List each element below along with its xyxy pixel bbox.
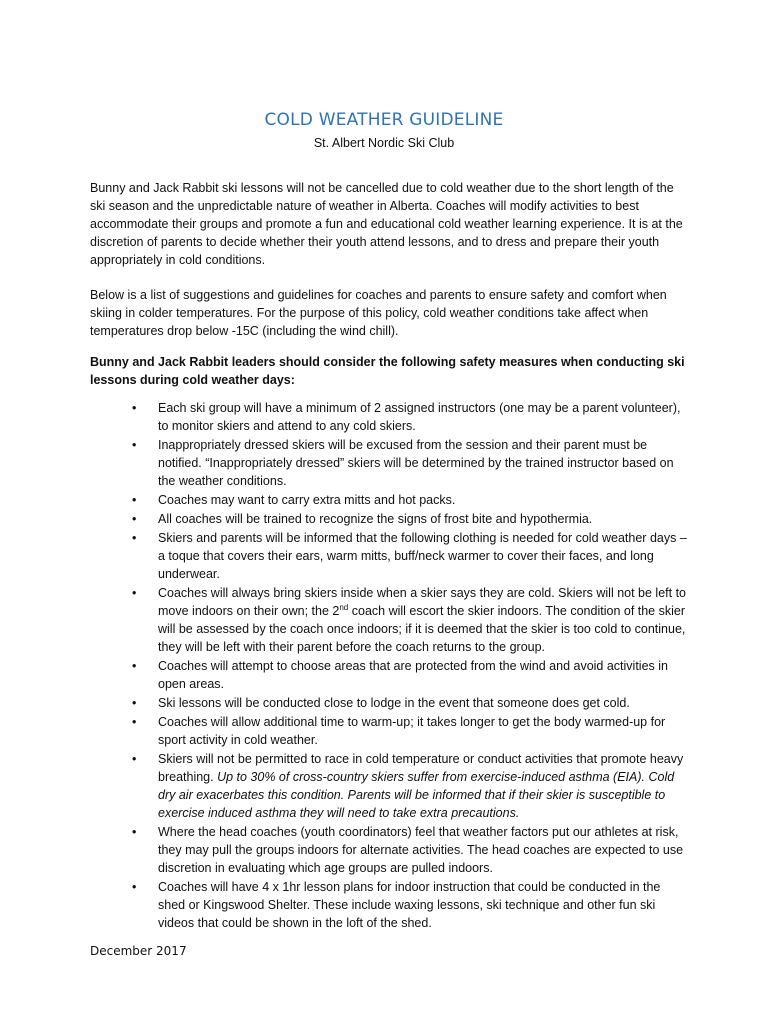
safety-measures-list (90, 399, 690, 933)
list-item (90, 584, 690, 656)
list-item (90, 750, 690, 822)
intro-paragraph: Bunny and Jack Rabbit ski lessons will not be cancelled due to cold weather due to the short length of the ski season and the unpredictable nature of weather in Alberta. Coaches will modify activities to best accommodate their groups and promote a fun and educational cold weather learning experience. It is at the discretion of parents to decide whether their youth attend lessons, and to dress and prepare their youth appropriately in cold conditions. (90, 181, 683, 267)
list-item: • Coaches may want to carry extra mitts and hot packs. (90, 491, 690, 509)
list-item: • Coaches will allow additional time to warm-up; it takes longer to get the body warmed-up for sport activity in cold weather. (90, 713, 690, 749)
list-item: • Coaches will have 4 x 1hr lesson plans for indoor instruction that could be conducted in the shed or Kingswood Shelter. These include waxing lessons, ski technique and other fun ski videos that could be shown in the loft of the shed. (90, 878, 690, 932)
guidelines-paragraph: Below is a list of suggestions and guidelines for coaches and parents to ensure safety and comfort when skiing in colder temperatures. For the purpose of this policy, cold weather conditions take affect when temperatures drop below -15C (including the wind chill). (90, 288, 667, 338)
list-item-text: Coaches will always bring skiers inside when a skier says they are cold. Skiers will not be left to move indoors on their own; the 2 (158, 586, 687, 618)
list-item: • Inappropriately dressed skiers will be excused from the session and their parent must be notified. “Inappropriately dressed” skiers will be determined by the trained instructor based on the weather conditions. (90, 436, 690, 490)
document-subtitle: St. Albert Nordic Ski Club (313, 136, 455, 150)
superscript: nd (339, 602, 349, 612)
list-item-text: coach will escort the skier indoors. The condition of the skier will be assessed by the coach once indoors; if it is deemed that the skier is too cold to continue, they will be left with their parent before the coach returns to the group. (158, 604, 686, 654)
list-item: • Coaches will attempt to choose areas that are protected from the wind and avoid activities in open areas. (90, 657, 690, 693)
list-item: • Each ski group will have a minimum of 2 assigned instructors (one may be a parent volunteer), to monitor skiers and attend to any cold skiers. (90, 399, 690, 435)
document-title: COLD WEATHER GUIDELINE (264, 110, 504, 130)
list-item: • All coaches will be trained to recognize the signs of frost bite and hypothermia. (90, 510, 690, 528)
list-item-italic-text: Up to 30% of cross-country skiers suffer from exercise-induced asthma (EIA). Cold dry air exacerbates this condition. Parents will be informed that if their skier is susceptible to exercise induced asthma they will need to take extra precautions. (158, 770, 675, 820)
list-item: • Skiers and parents will be informed that the following clothing is needed for cold weather days – a toque that covers their ears, warm mitts, buff/neck warmer to cover their faces, and long underwear. (90, 529, 690, 583)
footer-date: December 2017 (90, 944, 187, 958)
list-item-text: Skiers will not be permitted to race in cold temperature or conduct activities that promote heavy breathing. (158, 752, 684, 784)
safety-measures-heading: Bunny and Jack Rabbit leaders should consider the following safety measures when conducting ski lessons during cold weather days: (90, 355, 685, 387)
list-item: • Ski lessons will be conducted close to lodge in the event that someone does get cold. (90, 694, 690, 712)
list-item: • Where the head coaches (youth coordinators) feel that weather factors put our athletes at risk, they may pull the groups indoors for alternate activities. The head coaches are expected to use discretion in evaluating which age groups are pulled indoors. (90, 823, 690, 877)
